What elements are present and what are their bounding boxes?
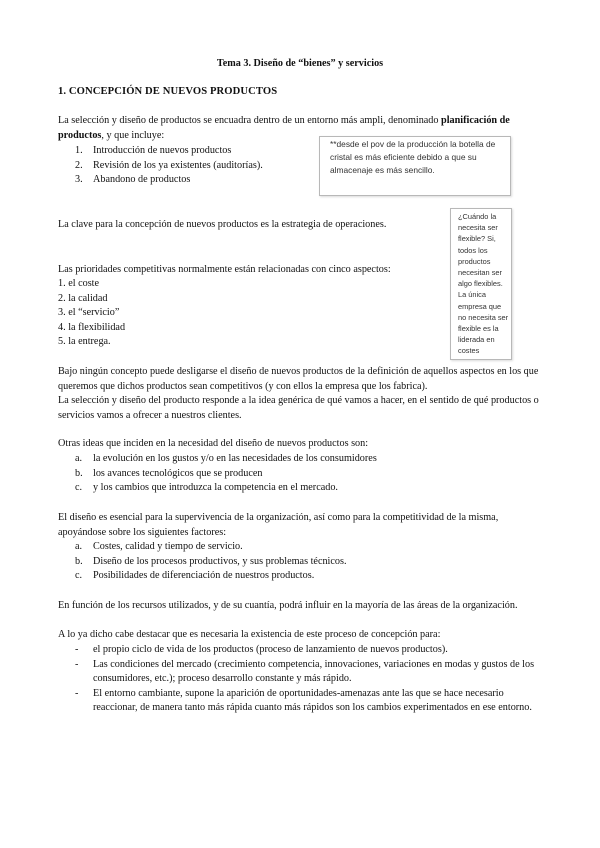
concept-paragraph: Bajo ningún concepto puede desligarse el diseño de nuevos productos de la definición de aquellos aspectos en los que queremos que dichos productos sean competitivos (y con ellos la empresa que los fabrica).	[58, 366, 539, 392]
list-item: - El entorno cambiante, supone la aparición de oportunidades-amenazas ante las que se hace necesario reaccionar, de manera tanto más rápida cuanto más rápidos son los cambios experimentados en ese entorno.	[75, 687, 532, 714]
list-item: - Las condiciones del mercado (crecimiento competencia, innovaciones, variaciones en modas y gustos de los consumidores, etc.); proceso desarrollo constante y más rápido.	[75, 658, 535, 685]
priorities-list	[58, 277, 258, 350]
list-item: 4. la flexibilidad	[58, 321, 126, 333]
necessity-list	[58, 643, 548, 716]
intro-bold-term: planificación de productos	[58, 115, 510, 141]
list-item: 3. Abandono de productos	[75, 174, 191, 186]
other-ideas-list	[58, 452, 548, 496]
factors-list	[58, 540, 548, 584]
list-item: 2. la calidad	[58, 292, 108, 304]
list-item: b. los avances tecnológicos que se producen	[75, 467, 263, 479]
list-item: a. Costes, calidad y tiempo de servicio.	[75, 541, 243, 552]
selection-paragraph: La selección y diseño del producto responde a la idea genérica de qué vamos a hacer, en el sentido de qué productos o servicios vamos a ofrecer a nuestros clientes.	[58, 395, 539, 421]
section-heading: 1. CONCEPCIÓN DE NUEVOS PRODUCTOS	[58, 86, 278, 97]
list-item: c. Posibilidades de diferenciación de nuestros productos.	[75, 570, 315, 582]
list-item: a. la evolución en los gustos y/o en las necesidades de los consumidores	[75, 453, 377, 464]
design-essential-paragraph: El diseño es esencial para la supervivencia de la organización, así como para la competitividad de la misma, apoyándose sobre los siguientes factores:	[58, 512, 499, 538]
necessity-intro: A lo ya dicho cabe destacar que es necesaria la existencia de este proceso de concepción para:	[58, 629, 441, 640]
annotation-note-bottle: **desde el pov de la producción la botella de cristal es más eficiente debido a que su almacenaje es más sencillo.	[319, 136, 511, 196]
list-item: 1. el coste	[58, 278, 100, 289]
priorities-intro: Las prioridades competitivas normalmente están relacionadas con cinco aspectos:	[58, 264, 391, 275]
list-item: 3. el “servicio”	[58, 307, 120, 319]
list-item: 2. Revisión de los ya existentes (auditorías).	[75, 159, 263, 171]
list-item: c. y los cambios que introduzca la competencia en el mercado.	[75, 482, 338, 494]
list-item: - el propio ciclo de vida de los productos (proceso de lanzamiento de nuevos productos).	[75, 644, 448, 655]
intro-paragraph: La selección y diseño de productos se encuadra dentro de un entorno más ampli, denominado planificación de productos, y que incluye:	[58, 115, 510, 141]
list-item: 5. la entrega.	[58, 336, 111, 348]
list-item: b. Diseño de los procesos productivos, y sus problemas técnicos.	[75, 555, 347, 567]
list-item: 1. Introducción de nuevos productos	[75, 145, 232, 156]
intro-list	[58, 144, 318, 188]
key-sentence: La clave para la concepción de nuevos productos es la estrategia de operaciones.	[58, 219, 387, 230]
resources-paragraph: En función de los recursos utilizados, y de su cuantía, podrá influir en la mayoría de las áreas de la organización.	[58, 600, 518, 611]
annotation-note-flexibility: ¿Cuándo la necesita ser flexible? Si, todos los productos necesitan ser algo flexibles. La única empresa que no necesita ser flexible es la liderada en costes	[450, 208, 512, 360]
other-ideas-intro: Otras ideas que inciden en la necesidad del diseño de nuevos productos son:	[58, 438, 369, 449]
document-title: Tema 3. Diseño de “bienes” y servicios	[216, 58, 384, 69]
